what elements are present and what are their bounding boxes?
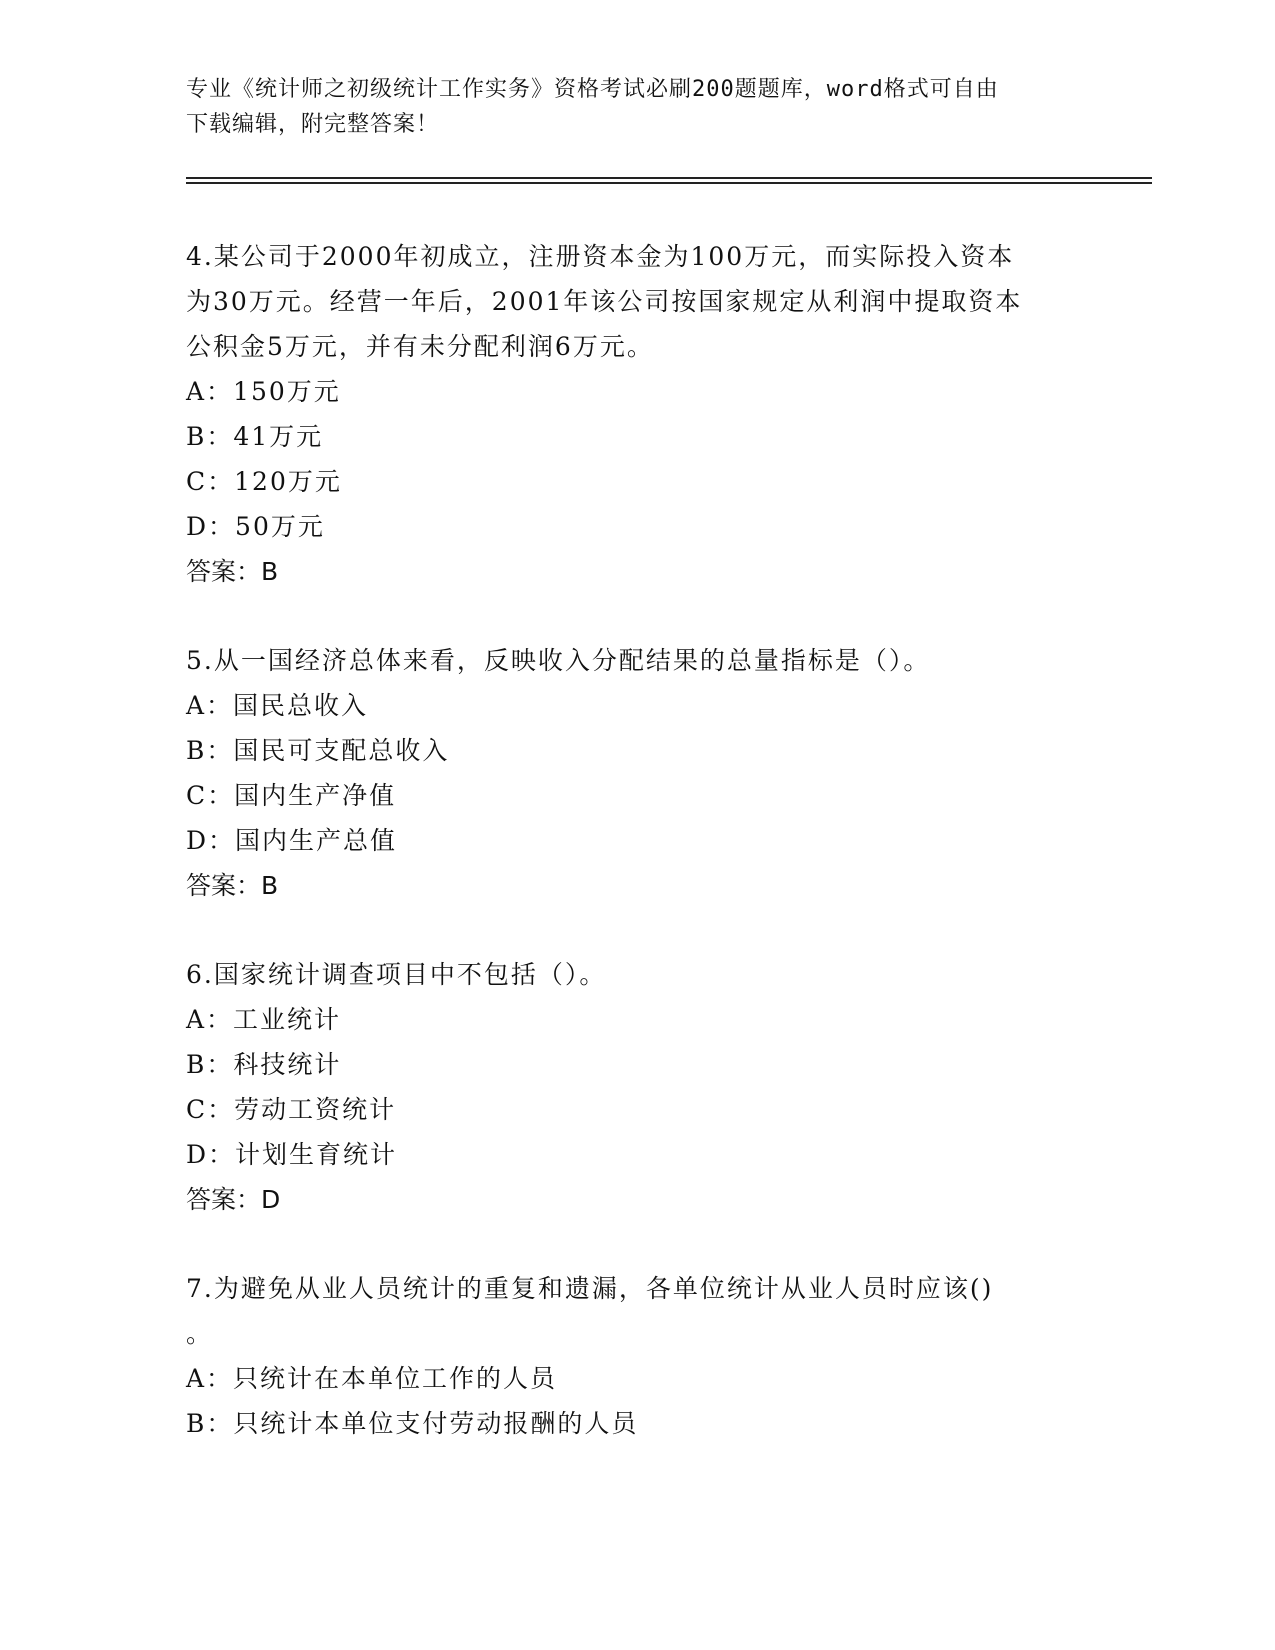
- option-c: C：劳动工资统计: [186, 1095, 397, 1124]
- option-b: B：只统计本单位支付劳动报酬的人员: [186, 1409, 639, 1438]
- option-a: A：国民总收入: [186, 691, 369, 720]
- question-stem-line: 为30万元。经营一年后，2001年该公司按国家规定从利润中提取资本: [186, 287, 1023, 316]
- question-stem-line: 5.从一国经济总体来看，反映收入分配结果的总量指标是（）。: [186, 646, 931, 675]
- option-c: C：国内生产净值: [186, 781, 397, 810]
- question-block: [186, 638, 1086, 908]
- option-b: B：41万元: [186, 422, 324, 451]
- option-d: D：国内生产总值: [186, 826, 398, 855]
- answer-line: 答案：B: [186, 557, 279, 586]
- option-d: D：计划生育统计: [186, 1140, 398, 1169]
- option-a: A：工业统计: [186, 1005, 342, 1034]
- option-d: D：50万元: [186, 512, 325, 541]
- option-b: B：科技统计: [186, 1050, 342, 1079]
- question-block: [186, 234, 1086, 594]
- option-a: A：150万元: [186, 377, 341, 406]
- question-stem-line: 6.国家统计调查项目中不包括（）。: [186, 960, 607, 989]
- question-stem-line: 7.为避免从业人员统计的重复和遗漏，各单位统计从业人员时应该(): [186, 1274, 994, 1303]
- question-stem-line: 公积金5万元，并有未分配利润6万元。: [186, 332, 654, 361]
- option-c: C：120万元: [186, 467, 342, 496]
- header-line-1: 专业《统计师之初级统计工作实务》资格考试必刷200题题库，word格式可自由: [186, 77, 999, 102]
- option-a: A：只统计在本单位工作的人员: [186, 1364, 558, 1393]
- header-divider-bottom: [186, 182, 1152, 184]
- option-b: B：国民可支配总收入: [186, 736, 450, 765]
- question-block: [186, 1266, 1086, 1446]
- header-line-2: 下载编辑，附完整答案！: [186, 112, 440, 137]
- question-stem-line: 4.某公司于2000年初成立，注册资本金为100万元，而实际投入资本: [186, 242, 1015, 271]
- question-block: [186, 952, 1086, 1222]
- question-list: [186, 234, 1086, 1490]
- answer-line: 答案：B: [186, 871, 279, 900]
- header-divider-top: [186, 177, 1152, 179]
- answer-line: 答案：D: [186, 1185, 281, 1214]
- document-header: [186, 72, 1086, 142]
- question-stem-line: 。: [186, 1319, 214, 1348]
